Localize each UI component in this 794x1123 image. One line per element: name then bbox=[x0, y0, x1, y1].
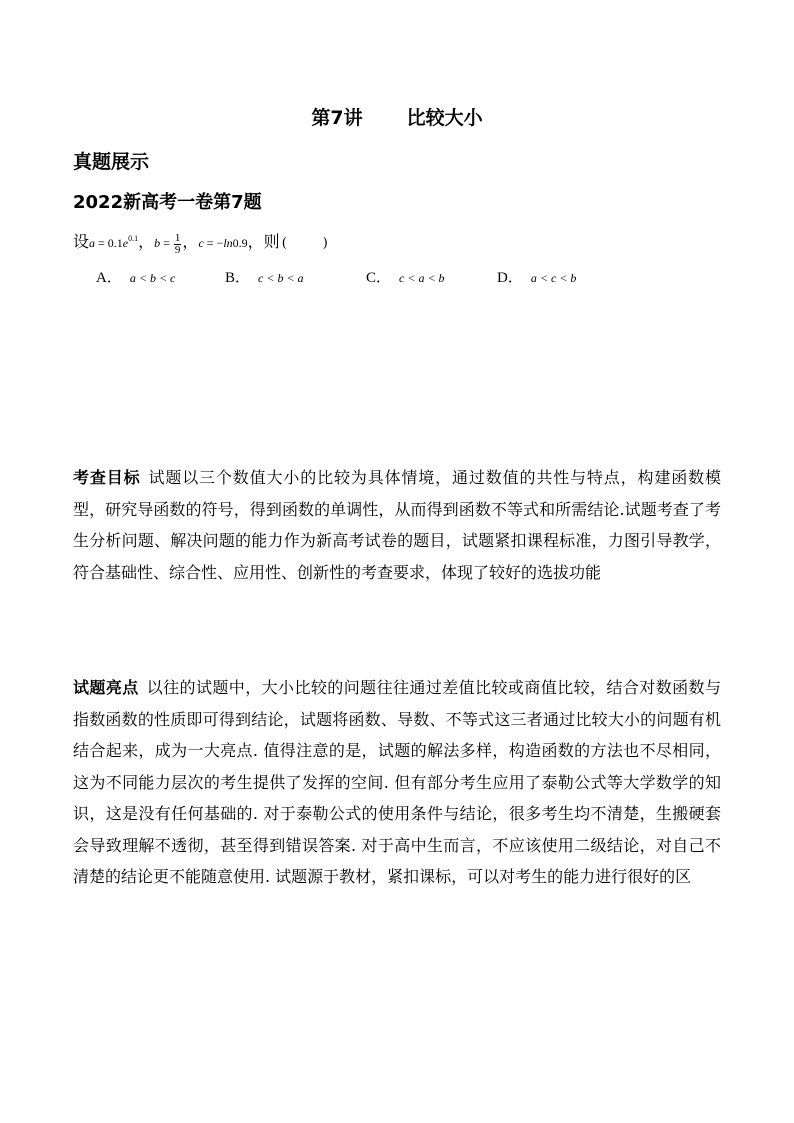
sep-3: ， bbox=[247, 232, 264, 251]
question-stem bbox=[73, 226, 328, 257]
option-d: D． a < c < b bbox=[497, 270, 577, 286]
expr-b: b = $\frac{1}{9}$ bbox=[154, 231, 181, 256]
question-suffix: 则 bbox=[263, 232, 280, 251]
sep-2: ， bbox=[182, 232, 199, 251]
paragraph-text: 以往的试题中，大小比较的问题往往通过差值比较或商值比较，结合对数函数与指数函数的性质即可得到结论，试题将函数、导数、不等式这三者通过比较大小的问题有机结合起来，成为一大亮点. 值得注意的是，试题的解法多样，构造函数的方法也不尽相同，这为不同能力层次的考生提供了发挥的空间. 但有部分考生应用了泰勒公式等大学数学的知识，这是没有任何基础的. 对于泰勒公式的使用条件与结论，很多考生均不清楚，生搬硬套会导致理解不透彻，甚至得到错误答案. 对于高中生而言，不应该使用二级结论，对自己不清楚的结论更不能随意使用. 试题源于教材，紧扣课标，可以对考生的能力进行很好的区 bbox=[73, 678, 721, 886]
paragraph-text: 试题以三个数值大小的比较为具体情境，通过数值的共性与特点，构建函数模型，研究导函数的符号，得到函数的单调性，从而得到函数不等式和所需结论.试题考查了考生分析问题、解决问题的能力作为新高考试卷的题目，试题紧扣课程标准，力图引导教学，符合基础性、综合性、应用性、创新性的考查要求，体现了较好的选拔功能 bbox=[73, 468, 721, 582]
lecture-topic: 比较大小 bbox=[406, 107, 483, 129]
page-title bbox=[0, 103, 794, 130]
option-c: C． c < a < b bbox=[366, 270, 445, 286]
answer-blank: ( ) bbox=[281, 236, 328, 251]
section-heading: 真题展示 bbox=[73, 151, 150, 173]
lecture-number: 第7讲 bbox=[311, 107, 363, 129]
sep-1: ， bbox=[138, 232, 155, 251]
option-b: B． c < b < a bbox=[225, 270, 304, 286]
expr-c: c = −ln0.9 bbox=[198, 236, 248, 250]
question-prefix: 设 bbox=[73, 232, 90, 251]
expr-a: $a = 0.1e^{0.1}$ bbox=[89, 234, 139, 250]
paragraph-exam-objective bbox=[73, 462, 721, 588]
option-a: A． a < b < c bbox=[96, 270, 176, 286]
paragraph-highlights bbox=[73, 672, 721, 893]
paragraph-key: 考查目标 bbox=[73, 468, 141, 487]
problem-heading: 2022新高考一卷第7题 bbox=[73, 192, 262, 213]
paragraph-key: 试题亮点 bbox=[73, 678, 139, 697]
